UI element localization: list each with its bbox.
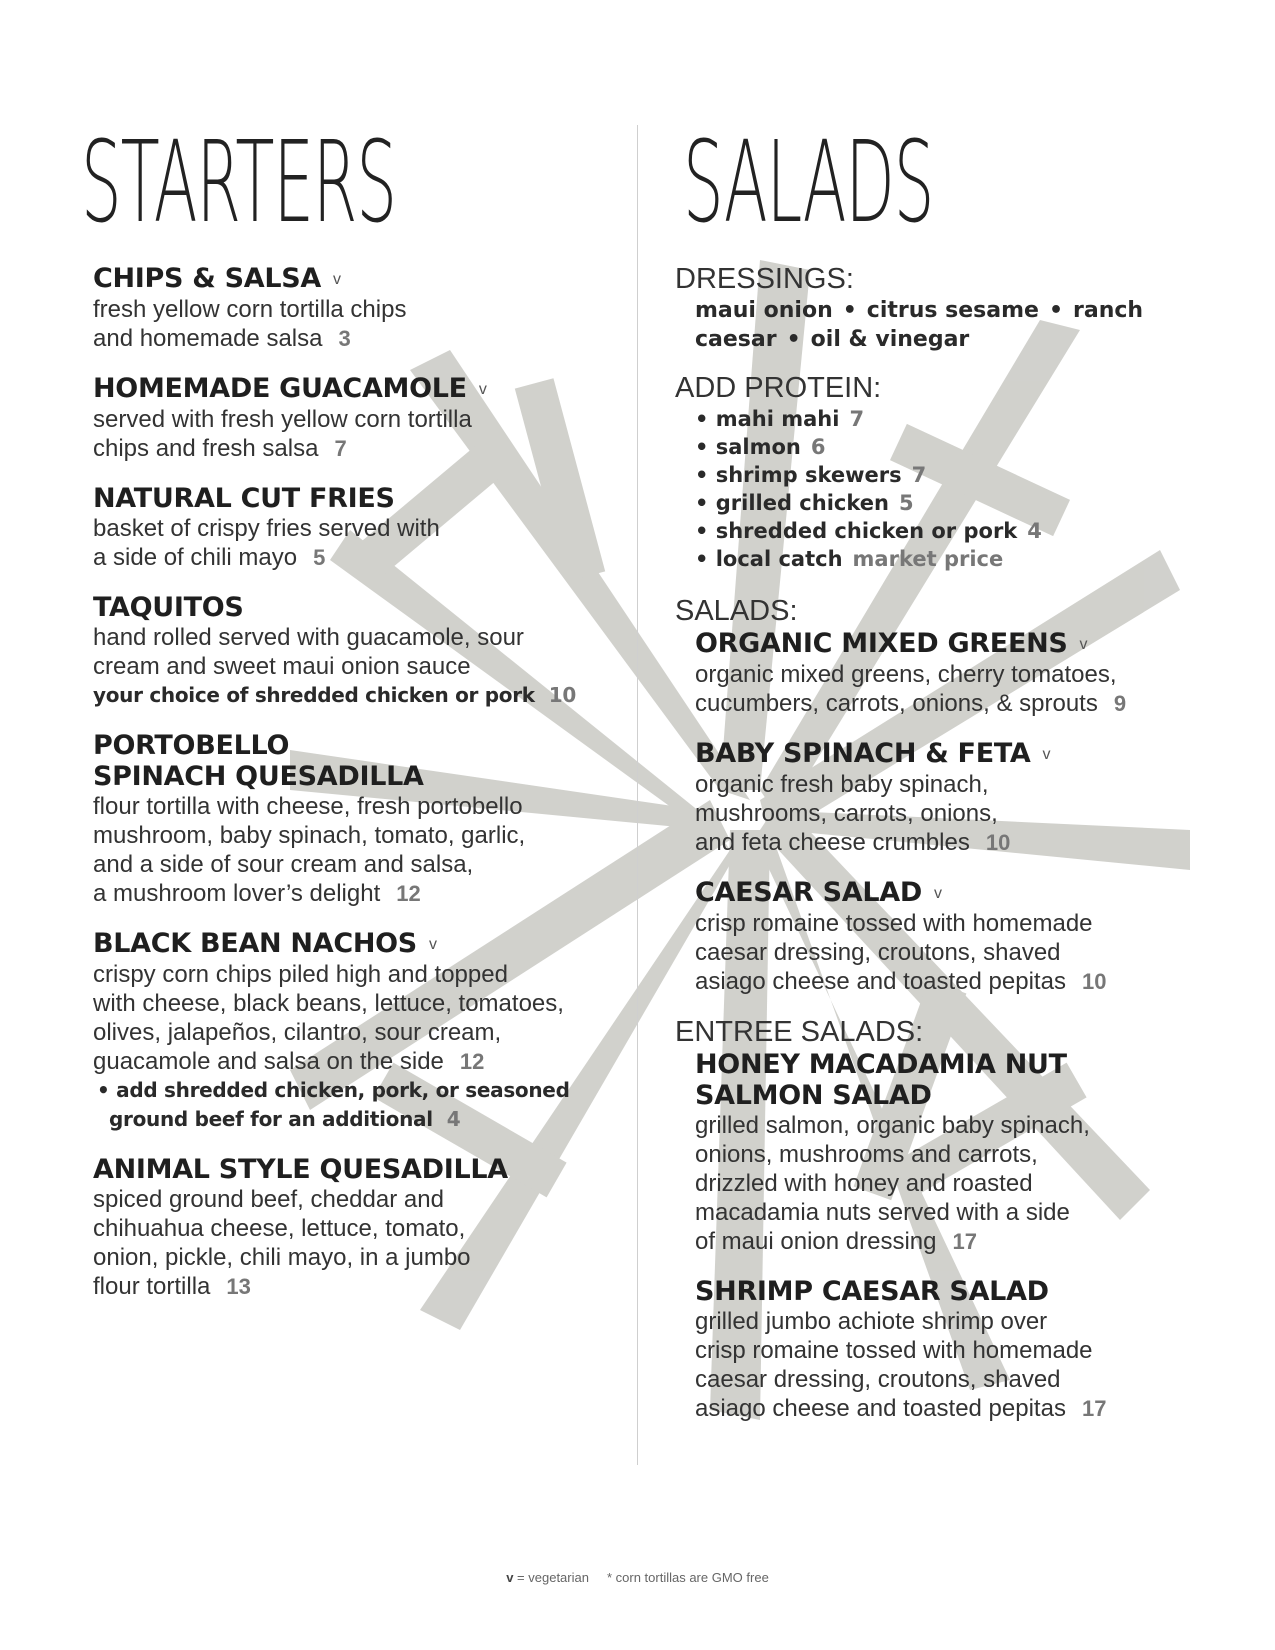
salads-title: SALADS: [683, 119, 934, 249]
item-price: 4: [1027, 519, 1042, 543]
item-price: 10: [985, 830, 1011, 855]
vegetarian-badge: v: [428, 936, 437, 953]
item-name: SALMON SALAD: [695, 1080, 932, 1111]
item-price: 13: [226, 1274, 251, 1299]
item-description: cream and sweet maui onion sauce: [93, 653, 471, 680]
item-description: flour tortilla: [93, 1273, 211, 1300]
item-name: NATURAL CUT FRIES: [93, 483, 395, 514]
dressing-option: caesar: [695, 327, 777, 352]
menu-item-honey-macadamia-salmon: [695, 1049, 1235, 1256]
menu-item-portobello-quesadilla: [93, 730, 613, 908]
item-description: drizzled with honey and roasted: [695, 1170, 1033, 1197]
item-description: fresh yellow corn tortilla chips: [93, 296, 407, 323]
menu-item-guacamole: [93, 373, 613, 463]
item-description: a side of chili mayo: [93, 544, 298, 571]
item-description: cucumbers, carrots, onions, & sprouts: [695, 690, 1098, 717]
item-price: 7: [334, 436, 347, 461]
item-description: crisp romaine tossed with homemade: [695, 1337, 1093, 1364]
column-divider: [637, 125, 638, 1465]
protein-option: • shredded chicken or pork 4: [695, 519, 1042, 543]
item-description: and feta cheese crumbles: [695, 829, 970, 856]
item-description: olives, jalapeños, cilantro, sour cream,: [93, 1019, 502, 1046]
item-name: SHRIMP CAESAR SALAD: [695, 1276, 1049, 1307]
footer-legend: [0, 1570, 1275, 1585]
menu-item-black-bean-nachos: [93, 928, 613, 1134]
protein-option: • shrimp skewers 7: [695, 463, 927, 487]
item-price: 9: [1113, 691, 1127, 716]
item-description: hand rolled served with guacamole, sour: [93, 624, 524, 651]
bullet-separator: •: [786, 327, 801, 352]
protein-option: • grilled chicken 5: [695, 491, 914, 515]
item-price: 10: [548, 683, 577, 707]
item-name: ORGANIC MIXED GREENS: [695, 628, 1068, 659]
dressing-option: oil & vinegar: [810, 327, 970, 352]
gmo-note: * corn tortillas are GMO free: [606, 1570, 769, 1585]
dressing-option: ranch: [1073, 298, 1144, 323]
protein-list: [695, 405, 1235, 573]
item-note: your choice of shredded chicken or pork: [93, 683, 535, 707]
item-description: flour tortilla with cheese, fresh portobello: [93, 793, 523, 820]
item-price: market price: [852, 547, 1004, 571]
item-description: guacamole and salsa on the side: [93, 1048, 444, 1075]
item-price: 7: [911, 463, 927, 487]
item-price: 12: [459, 1049, 485, 1074]
item-price: 4: [446, 1107, 461, 1131]
item-description: asiago cheese and toasted pepitas: [695, 1395, 1066, 1422]
salads-column: [675, 118, 1235, 1443]
item-price: 17: [952, 1229, 977, 1254]
item-description: with cheese, black beans, lettuce, tomatoes,: [93, 990, 564, 1017]
starters-title: STARTERS: [81, 119, 396, 249]
item-description: and homemade salsa: [93, 325, 323, 352]
item-addon: • add shredded chicken, pork, or seasoned: [97, 1078, 570, 1102]
item-description: crispy corn chips piled high and topped: [93, 961, 508, 988]
item-price: 7: [849, 407, 865, 431]
item-name: ANIMAL STYLE QUESADILLA: [93, 1154, 508, 1185]
item-name: TAQUITOS: [93, 592, 244, 623]
item-price: 17: [1081, 1396, 1107, 1421]
protein-heading: ADD PROTEIN:: [675, 372, 882, 404]
bullet-separator: •: [842, 298, 857, 323]
protein-option: • mahi mahi 7: [695, 407, 865, 431]
item-description: onions, mushrooms and carrots,: [695, 1141, 1038, 1168]
item-description: organic fresh baby spinach,: [695, 771, 989, 798]
item-name: HOMEMADE GUACAMOLE: [93, 373, 467, 404]
item-name: BABY SPINACH & FETA: [695, 738, 1031, 769]
salads-heading: SALADS:: [675, 595, 798, 627]
item-description: caesar dressing, croutons, shaved: [695, 939, 1061, 966]
item-description: grilled jumbo achiote shrimp over: [695, 1308, 1048, 1335]
item-description: organic mixed greens, cherry tomatoes,: [695, 661, 1117, 688]
item-description: mushrooms, carrots, onions,: [695, 800, 998, 827]
menu-item-animal-style-quesadilla: [93, 1154, 613, 1301]
vegetarian-badge: v: [478, 381, 487, 398]
item-description: a mushroom lover’s delight: [93, 880, 381, 907]
item-description: basket of crispy fries served with: [93, 515, 440, 542]
item-description: caesar dressing, croutons, shaved: [695, 1366, 1061, 1393]
item-description: spiced ground beef, cheddar and: [93, 1186, 444, 1213]
item-description: macadamia nuts served with a side: [695, 1199, 1070, 1226]
menu-item-fries: [93, 483, 613, 572]
item-description: chihuahua cheese, lettuce, tomato,: [93, 1215, 466, 1242]
dressings-heading: DRESSINGS:: [675, 263, 854, 295]
dressing-option: citrus sesame: [866, 298, 1039, 323]
vegetarian-badge: v: [1042, 746, 1051, 763]
item-description: served with fresh yellow corn tortilla: [93, 406, 472, 433]
item-price: 5: [313, 545, 326, 570]
bullet-separator: •: [1048, 298, 1064, 323]
item-name: BLACK BEAN NACHOS: [93, 928, 417, 959]
vegetarian-badge: v: [333, 271, 341, 288]
menu-item-caesar-salad: [695, 877, 1235, 996]
item-name: PORTOBELLO: [93, 730, 290, 761]
item-price: 3: [338, 326, 351, 351]
item-description: chips and fresh salsa: [93, 435, 319, 462]
item-description: and a side of sour cream and salsa,: [93, 851, 474, 878]
veg-key-text: = vegetarian: [517, 1570, 589, 1585]
item-description: onion, pickle, chili mayo, in a jumbo: [93, 1244, 471, 1271]
vegetarian-badge: v: [933, 885, 942, 902]
item-description: grilled salmon, organic baby spinach,: [695, 1112, 1090, 1139]
item-price: 10: [1081, 969, 1107, 994]
item-description: asiago cheese and toasted pepitas: [695, 968, 1066, 995]
protein-option: • local catch market price: [695, 547, 1004, 571]
item-price: 12: [396, 881, 421, 906]
menu-item-organic-mixed-greens: [695, 628, 1235, 718]
item-addon: ground beef for an additional: [109, 1107, 433, 1131]
item-name: CAESAR SALAD: [695, 877, 922, 908]
entree-salads-heading: ENTREE SALADS:: [675, 1016, 924, 1048]
menu-item-taquitos: [93, 592, 613, 710]
vegetarian-badge: v: [1079, 636, 1088, 653]
item-description: of maui onion dressing: [695, 1228, 937, 1255]
item-name: SPINACH QUESADILLA: [93, 761, 424, 792]
item-description: mushroom, baby spinach, tomato, garlic,: [93, 822, 526, 849]
protein-option: • salmon 6: [695, 435, 826, 459]
item-price: 5: [898, 491, 914, 515]
item-price: 6: [810, 435, 826, 459]
item-name: HONEY MACADAMIA NUT: [695, 1049, 1067, 1080]
item-description: crisp romaine tossed with homemade: [695, 910, 1093, 937]
menu-item-baby-spinach-feta: [695, 738, 1235, 857]
dressing-option: maui onion: [695, 298, 833, 323]
menu-item-shrimp-caesar: [695, 1276, 1235, 1423]
item-name: CHIPS & SALSA: [93, 263, 322, 294]
veg-key: v: [506, 1570, 514, 1585]
starters-column: [81, 118, 613, 1321]
